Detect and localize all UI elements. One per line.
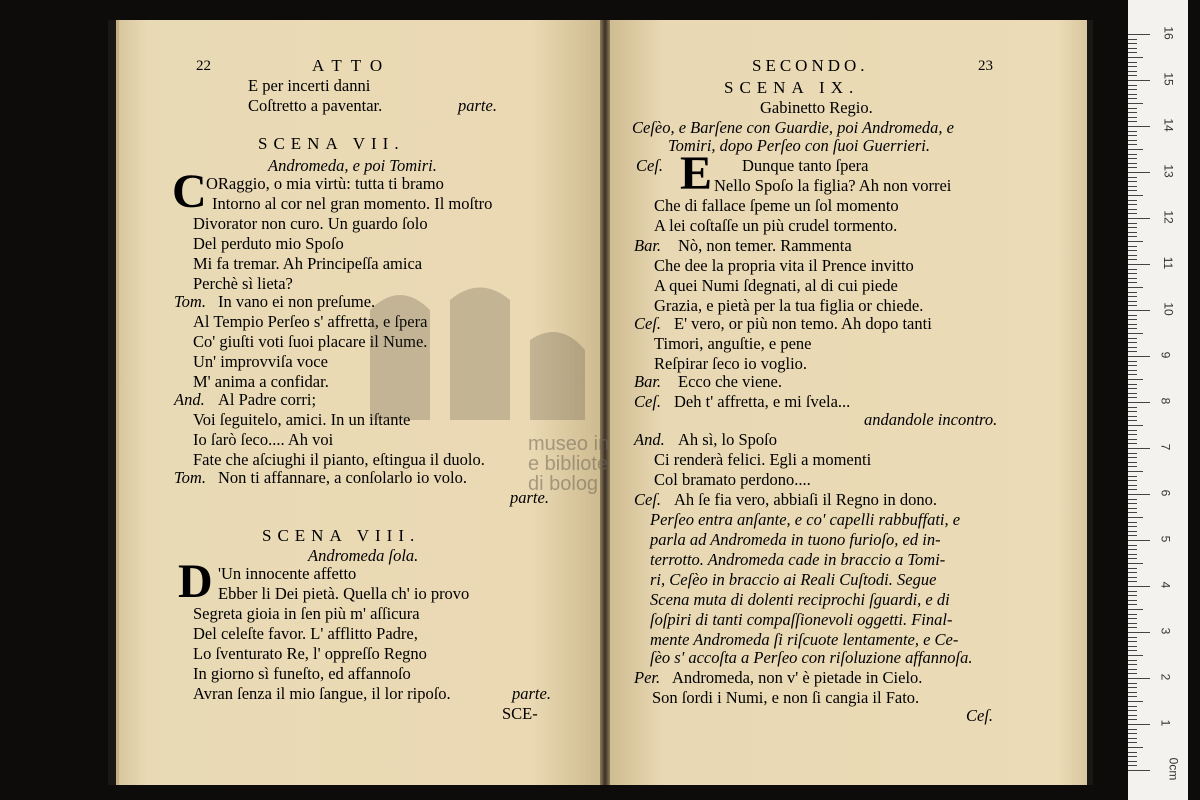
ruler-tick <box>1128 236 1137 237</box>
ruler-tick <box>1128 356 1150 357</box>
right-page-line: mente Andromeda ſi riſcuote lentamente, e Ce- <box>650 630 959 649</box>
ruler-tick <box>1128 195 1143 196</box>
ruler-tick <box>1128 660 1137 661</box>
left-page-line: Non ti affannare, a conſolarlo io volo. <box>218 468 467 487</box>
right-page-line: Bar. <box>634 372 662 391</box>
ruler-tick <box>1128 181 1137 182</box>
left-page-line: Al Tempio Perſeo s' affretta, e ſpera <box>193 312 428 331</box>
ruler-tick <box>1128 43 1137 44</box>
ruler-tick <box>1128 517 1143 518</box>
ruler-tick <box>1128 108 1137 109</box>
ruler-tick <box>1128 683 1137 684</box>
ruler-tick <box>1128 756 1137 757</box>
ruler-tick <box>1128 218 1150 219</box>
left-page-line: Del perduto mio Spoſo <box>193 234 344 253</box>
right-page-line: Ecco che viene. <box>678 372 782 391</box>
right-page-line: Col bramato perdono.... <box>654 470 811 489</box>
right-page-line: ri, Ceſèo in braccio ai Reali Cuſtodi. Segue <box>650 570 937 589</box>
right-page-line: Nello Spoſo la figlia? Ah non vorrei <box>714 176 952 195</box>
ruler-tick <box>1128 259 1137 260</box>
ruler-tick <box>1128 655 1143 656</box>
left-page-line: Voi ſeguitelo, amici. In un iſtante <box>193 410 411 429</box>
ruler-tick <box>1128 411 1137 412</box>
ruler-tick <box>1128 462 1137 463</box>
ruler-label: 6 <box>1158 489 1173 497</box>
ruler-tick <box>1128 600 1137 601</box>
left-page-dropcap: D <box>178 555 213 608</box>
ruler-tick <box>1128 255 1137 256</box>
right-page-line: Son ſordi i Numi, e non ſi cangia il Fato. <box>652 688 920 707</box>
ruler-tick <box>1128 379 1143 380</box>
right-page-line: Ceſ. <box>634 392 662 411</box>
ruler-tick <box>1128 351 1137 352</box>
ruler-tick <box>1128 572 1137 573</box>
ruler-tick <box>1128 57 1143 58</box>
ruler-label: 13 <box>1161 164 1176 178</box>
ruler-tick <box>1128 540 1150 541</box>
ruler-tick <box>1128 112 1137 113</box>
ruler-tick <box>1128 609 1143 610</box>
right-page-line: Ceſ. <box>634 490 662 509</box>
left-page-line: Tom. <box>174 468 206 487</box>
right-page-line: Bar. <box>634 236 662 255</box>
ruler-tick <box>1128 278 1137 279</box>
ruler-tick <box>1128 131 1137 132</box>
right-page-line: Scena muta di dolenti reciprochi ſguardi, e di <box>650 590 950 609</box>
left-page-line: E per incerti danni <box>248 76 371 95</box>
right-page-line: ſoſpiri di tanti compaſſionevoli oggetti. Final- <box>650 610 953 629</box>
ruler-label: 3 <box>1158 627 1173 635</box>
ruler-tick <box>1128 535 1137 536</box>
right-page-line: Per. <box>634 668 661 687</box>
right-page-line: Grazia, e pietà per la tua figlia or chiede. <box>654 296 924 315</box>
ruler-tick <box>1128 558 1137 559</box>
ruler-tick <box>1128 554 1137 555</box>
ruler-tick <box>1128 89 1137 90</box>
ruler-label: 12 <box>1161 210 1176 224</box>
ruler-tick <box>1128 62 1137 63</box>
ruler-tick <box>1128 126 1150 127</box>
watermark-line: di bolog <box>528 473 599 495</box>
ruler-tick <box>1128 687 1137 688</box>
ruler-tick <box>1128 80 1150 81</box>
left-running-head: ATTO <box>312 56 392 75</box>
ruler-tick <box>1128 315 1137 316</box>
left-page-line: Andromeda ſola. <box>308 546 419 565</box>
left-page-line: Lo ſventurato Re, l' oppreſſo Regno <box>193 644 427 663</box>
ruler-tick <box>1128 172 1150 173</box>
left-page-line: Io ſarò ſeco.... Ah voi <box>193 430 334 449</box>
ruler-tick <box>1128 117 1137 118</box>
watermark-line: e bibliote <box>528 453 609 475</box>
ruler-tick <box>1128 494 1150 495</box>
ruler-tick <box>1128 324 1137 325</box>
ruler-tick <box>1128 287 1143 288</box>
left-page-line: M' anima a confidar. <box>193 372 329 391</box>
ruler-tick <box>1128 641 1137 642</box>
ruler-tick <box>1128 503 1137 504</box>
left-page-line: Al Padre corri; <box>218 390 317 409</box>
watermark-line: museo in <box>528 433 610 455</box>
ruler-tick <box>1128 232 1137 233</box>
left-page-line: Fate che aſciughi il pianto, eſtingua il duolo. <box>193 450 485 469</box>
library-watermark-text <box>528 434 609 494</box>
ruler-tick <box>1128 448 1150 449</box>
right-page-line: Reſpirar ſeco io voglio. <box>654 354 808 373</box>
ruler-tick <box>1128 430 1137 431</box>
ruler-label: 8 <box>1158 397 1173 405</box>
ruler-tick <box>1128 724 1150 725</box>
ruler-label: 4 <box>1158 581 1173 589</box>
ruler-tick <box>1128 632 1150 633</box>
ruler-tick <box>1128 738 1137 739</box>
right-page-line: Deh t' affretta, e mi ſvela... <box>674 392 851 411</box>
ruler-tick <box>1128 416 1137 417</box>
ruler-tick <box>1128 577 1137 578</box>
ruler-tick <box>1128 770 1150 771</box>
ruler-tick <box>1128 752 1137 753</box>
ruler-tick <box>1128 140 1137 141</box>
right-page-line: Ah ſe fia vero, abbiaſi il Regno in dono. <box>674 490 938 509</box>
ruler-tick <box>1128 186 1137 187</box>
ruler-tick <box>1128 402 1150 403</box>
ruler-tick <box>1128 420 1137 421</box>
ruler-label: 0cm <box>1166 757 1181 781</box>
left-page-line: Un' improvviſa voce <box>193 352 328 371</box>
ruler-tick <box>1128 407 1137 408</box>
ruler-tick <box>1128 333 1143 334</box>
right-page-line: A lei coſtaſſe un più crudel tormento. <box>654 216 898 235</box>
right-page-line: A quei Numi ſdegnati, al di cui piede <box>654 276 898 295</box>
ruler-tick <box>1128 471 1143 472</box>
ruler-tick <box>1128 301 1137 302</box>
ruler-tick <box>1128 209 1137 210</box>
ruler-tick <box>1128 595 1137 596</box>
ruler-tick <box>1128 167 1137 168</box>
ruler-tick <box>1128 637 1137 638</box>
ruler-tick <box>1128 581 1137 582</box>
left-page-line: Divorator non curo. Un guardo ſolo <box>193 214 428 233</box>
ruler-tick <box>1128 719 1137 720</box>
ruler-tick <box>1128 163 1137 164</box>
right-page-line: andandole incontro. <box>864 410 998 429</box>
left-page-line: Intorno al cor nel gran momento. Il moſtro <box>212 194 493 213</box>
ruler-tick <box>1128 591 1137 592</box>
ruler-tick <box>1128 75 1137 76</box>
right-page-line: Ceſèo, e Barſene con Guardie, poi Andromeda, e <box>632 118 954 137</box>
ruler-tick <box>1128 627 1137 628</box>
ruler-label: 9 <box>1158 351 1173 359</box>
ruler-tick <box>1128 692 1137 693</box>
right-page-line: terrotto. Andromeda cade in braccio a Tomi- <box>650 550 946 569</box>
left-page-line: parte. <box>458 96 497 115</box>
left-page-line: Segreta gioia in ſen più m' aſſicura <box>193 604 420 623</box>
left-page-line: Del celeſte favor. L' afflitto Padre, <box>193 624 418 643</box>
ruler-tick <box>1128 361 1137 362</box>
right-page-line: parla ad Andromeda in tuono furioſo, ed in- <box>650 530 941 549</box>
ruler-label: 2 <box>1158 673 1173 681</box>
right-page-line: Perſeo entra anſante, e co' capelli rabbuffati, e <box>650 510 961 529</box>
ruler-tick <box>1128 531 1137 532</box>
right-page-line: Timori, anguſtie, e pene <box>654 334 812 353</box>
ruler-tick <box>1128 425 1143 426</box>
left-page-line: 'Un innocente affetto <box>218 564 357 583</box>
ruler-tick <box>1128 154 1137 155</box>
ruler-label: 1 <box>1158 719 1173 727</box>
right-page-line: E' vero, or più non temo. Ah dopo tanti <box>674 314 932 333</box>
ruler-tick <box>1128 393 1137 394</box>
right-running-head: SECONDO. <box>752 56 869 75</box>
ruler-tick <box>1128 328 1137 329</box>
ruler-tick <box>1128 706 1137 707</box>
ruler-tick <box>1128 227 1137 228</box>
ruler-tick <box>1128 614 1137 615</box>
right-page-line: Ceſ. <box>636 156 664 175</box>
left-page-line: Co' giuſti voti ſuoi placare il Nume. <box>193 332 428 351</box>
ruler-tick <box>1128 604 1137 605</box>
left-page-line: SCENA VII. <box>258 134 405 153</box>
left-page-line: parte. <box>512 684 551 703</box>
ruler-tick <box>1128 388 1137 389</box>
ruler-tick <box>1128 39 1137 40</box>
ruler-label: 15 <box>1161 72 1176 86</box>
ruler-tick <box>1128 678 1150 679</box>
ruler-tick <box>1128 319 1137 320</box>
ruler-tick <box>1128 466 1137 467</box>
ruler-tick <box>1128 34 1150 35</box>
ruler-tick <box>1128 103 1143 104</box>
ruler-tick <box>1128 200 1137 201</box>
ruler-tick <box>1128 623 1137 624</box>
ruler-tick <box>1128 264 1150 265</box>
ruler-tick <box>1128 158 1137 159</box>
ruler-tick <box>1128 710 1137 711</box>
book-gutter <box>600 20 610 785</box>
ruler-tick <box>1128 499 1137 500</box>
ruler-tick <box>1128 489 1137 490</box>
ruler-tick <box>1128 282 1137 283</box>
ruler-tick <box>1128 733 1137 734</box>
ruler-tick <box>1128 522 1137 523</box>
ruler-tick <box>1128 729 1137 730</box>
ruler-tick <box>1128 190 1137 191</box>
right-page-number: 23 <box>978 58 993 74</box>
ruler-tick <box>1128 177 1137 178</box>
right-page-line: Dunque tanto ſpera <box>742 156 869 175</box>
left-page-line: In giorno sì funeſto, ed affannoſo <box>193 664 411 683</box>
right-page-line: Ceſ. <box>966 706 994 725</box>
left-page-line: Andromeda, e poi Tomiri. <box>268 156 437 175</box>
ruler-tick <box>1128 715 1137 716</box>
ruler-tick <box>1128 370 1137 371</box>
ruler-tick <box>1128 342 1137 343</box>
ruler-tick <box>1128 485 1137 486</box>
ruler-tick <box>1128 135 1137 136</box>
ruler-tick <box>1128 545 1137 546</box>
ruler-tick <box>1128 476 1137 477</box>
ruler-tick <box>1128 213 1137 214</box>
ruler-label: 16 <box>1161 26 1176 40</box>
ruler-tick <box>1128 563 1143 564</box>
ruler-tick <box>1128 397 1137 398</box>
right-page-line: SCENA IX. <box>724 78 860 97</box>
ruler-tick <box>1128 664 1137 665</box>
ruler-tick <box>1128 696 1137 697</box>
left-page-line: Ebber li Dei pietà. Quella ch' io provo <box>218 584 470 603</box>
ruler-tick <box>1128 338 1137 339</box>
left-page-line: Perchè sì lieta? <box>193 274 293 293</box>
right-page-line: Andromeda, non v' è pietade in Cielo. <box>672 668 923 687</box>
ruler-label: 10 <box>1161 302 1176 316</box>
left-page-line: SCE- <box>502 704 538 723</box>
ruler-tick <box>1128 646 1137 647</box>
right-page-line: Tomiri, dopo Perſeo con ſuoi Guerrieri. <box>668 136 931 155</box>
ruler-tick <box>1128 273 1137 274</box>
ruler-tick <box>1128 347 1137 348</box>
ruler-label: 11 <box>1161 256 1176 270</box>
ruler-tick <box>1128 241 1143 242</box>
left-page-number: 22 <box>196 58 211 74</box>
right-page-dropcap: E <box>680 147 713 200</box>
right-page-line: ſèo s' accoſta a Perſeo con riſoluzione affannoſa. <box>650 648 973 667</box>
ruler-tick <box>1128 480 1137 481</box>
ruler-tick <box>1128 384 1137 385</box>
left-page-line: Avran ſenza il mio ſangue, il lor ripoſo. <box>193 684 451 703</box>
right-page-line: Ceſ. <box>634 314 662 333</box>
left-page-line: In vano ei non preſume. <box>218 292 376 311</box>
left-page-line: parte. <box>510 488 549 507</box>
ruler-tick <box>1128 747 1143 748</box>
ruler-tick <box>1128 453 1137 454</box>
ruler-tick <box>1128 85 1137 86</box>
ruler-tick <box>1128 669 1137 670</box>
ruler-tick <box>1128 121 1137 122</box>
ruler-label: 5 <box>1158 535 1173 543</box>
ruler-label: 7 <box>1158 443 1173 451</box>
left-page-dropcap: C <box>172 165 207 218</box>
measurement-ruler <box>1128 0 1188 800</box>
ruler-tick <box>1128 52 1137 53</box>
ruler-tick <box>1128 443 1137 444</box>
right-page-line: Nò, non temer. Rammenta <box>678 236 852 255</box>
right-page-line: Che di fallace ſpeme un ſol momento <box>654 196 899 215</box>
left-page-line: SCENA VIII. <box>262 526 421 545</box>
left-page-line: Tom. <box>174 292 206 311</box>
ruler-tick <box>1128 292 1137 293</box>
ruler-tick <box>1128 526 1137 527</box>
ruler-tick <box>1128 48 1137 49</box>
ruler-tick <box>1128 305 1137 306</box>
ruler-tick <box>1128 701 1143 702</box>
right-page-line: Ci renderà felici. Egli a momenti <box>654 450 872 469</box>
ruler-tick <box>1128 508 1137 509</box>
ruler-tick <box>1128 144 1137 145</box>
ruler-tick <box>1128 365 1137 366</box>
ruler-tick <box>1128 457 1137 458</box>
ruler-tick <box>1128 94 1137 95</box>
left-page-line: Coſtretto a paventar. <box>248 96 383 115</box>
ruler-tick <box>1128 71 1137 72</box>
ruler-label: 14 <box>1161 118 1176 132</box>
left-page-line: Mi fa tremar. Ah Principeſſa amica <box>193 254 423 273</box>
ruler-tick <box>1128 223 1137 224</box>
ruler-tick <box>1128 204 1137 205</box>
ruler-tick <box>1128 439 1137 440</box>
ruler-tick <box>1128 149 1143 150</box>
ruler-tick <box>1128 549 1137 550</box>
right-page-line: And. <box>634 430 665 449</box>
ruler-tick <box>1128 434 1137 435</box>
ruler-tick <box>1128 269 1137 270</box>
right-page-line: Che dee la propria vita il Prence invitto <box>654 256 914 275</box>
left-page-line: ORaggio, o mia virtù: tutta ti bramo <box>206 174 444 193</box>
ruler-tick <box>1128 296 1137 297</box>
ruler-tick <box>1128 568 1137 569</box>
ruler-tick <box>1128 765 1137 766</box>
left-page-line: And. <box>174 390 205 409</box>
ruler-tick <box>1128 618 1137 619</box>
ruler-tick <box>1128 374 1137 375</box>
ruler-tick <box>1128 742 1137 743</box>
ruler-tick <box>1128 246 1137 247</box>
ruler-tick <box>1128 98 1137 99</box>
ruler-tick <box>1128 512 1137 513</box>
ruler-tick <box>1128 761 1137 762</box>
ruler-tick <box>1128 66 1137 67</box>
right-page-line: Ah sì, lo Spoſo <box>678 430 778 449</box>
ruler-tick <box>1128 250 1137 251</box>
ruler-tick <box>1128 310 1150 311</box>
right-page-line: Gabinetto Regio. <box>760 98 873 117</box>
ruler-tick <box>1128 650 1137 651</box>
ruler-tick <box>1128 673 1137 674</box>
ruler-tick <box>1128 586 1150 587</box>
